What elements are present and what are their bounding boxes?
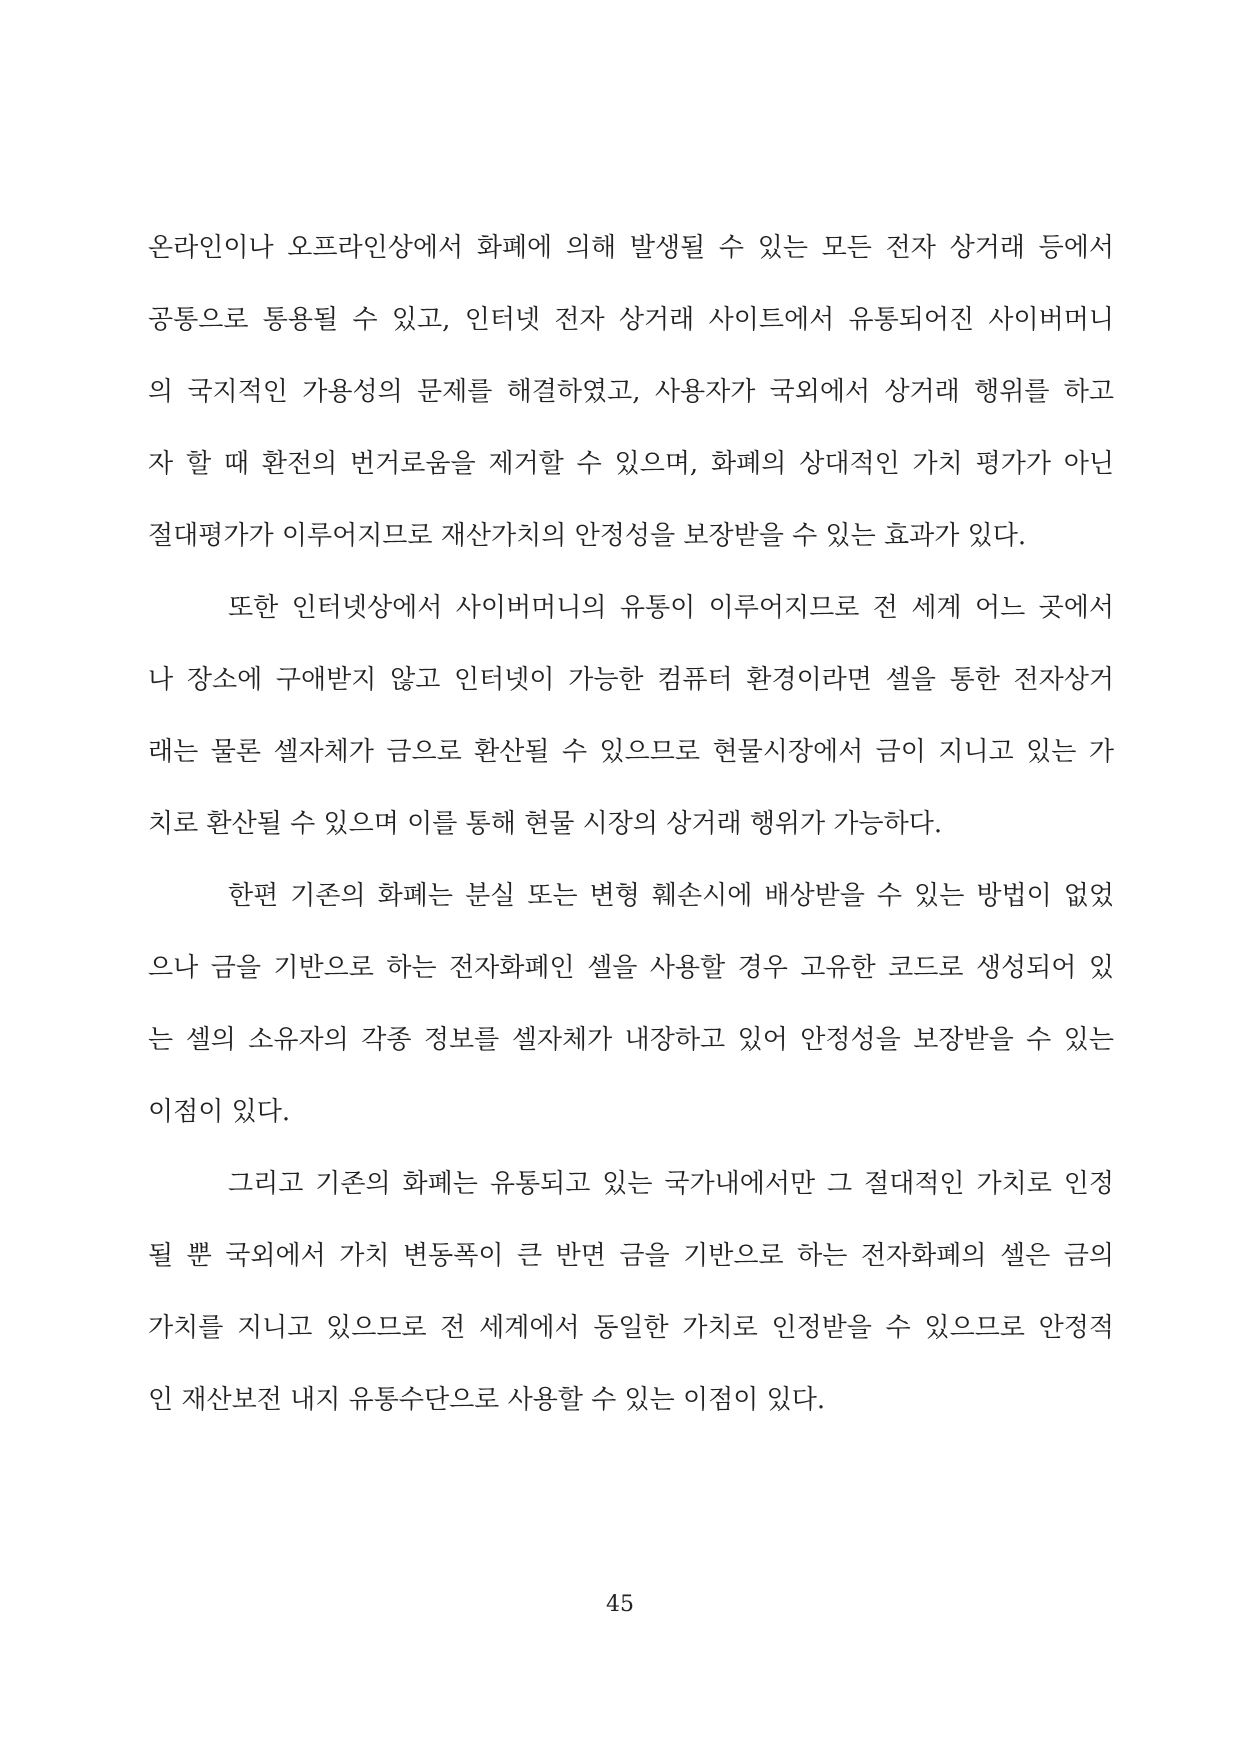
text-line: 가치를 지니고 있으므로 전 세계에서 동일한 가치로 인정받을 수 있으므로 안정적 bbox=[148, 1313, 1114, 1343]
text-line: 는 셀의 소유자의 각종 정보를 셀자체가 내장하고 있어 안정성을 보장받을 수 있는 bbox=[148, 1025, 1114, 1055]
text-line: 절대평가가 이루어지므로 재산가치의 안정성을 보장받을 수 있는 효과가 있다. bbox=[148, 521, 1027, 551]
text-line: 나 장소에 구애받지 않고 인터넷이 가능한 컴퓨터 환경이라면 셀을 통한 전자상거 bbox=[148, 665, 1114, 695]
text-line: 의 국지적인 가용성의 문제를 해결하였고, 사용자가 국외에서 상거래 행위를 하고 bbox=[148, 377, 1114, 407]
text-line: 래는 물론 셀자체가 금으로 환산될 수 있으므로 현물시장에서 금이 지니고 있는 가 bbox=[148, 737, 1114, 767]
body-text bbox=[148, 226, 1114, 1450]
text-line: 자 할 때 환전의 번거로움을 제거할 수 있으며, 화폐의 상대적인 가치 평가가 아닌 bbox=[148, 449, 1114, 479]
text-line: 공통으로 통용될 수 있고, 인터넷 전자 상거래 사이트에서 유통되어진 사이버머니 bbox=[148, 305, 1114, 335]
text-line: 온라인이나 오프라인상에서 화폐에 의해 발생될 수 있는 모든 전자 상거래 등에서 bbox=[148, 233, 1114, 263]
text-line: 으나 금을 기반으로 하는 전자화폐인 셀을 사용할 경우 고유한 코드로 생성되어 있 bbox=[148, 953, 1114, 983]
text-line: 또한 인터넷상에서 사이버머니의 유통이 이루어지므로 전 세계 어느 곳에서 bbox=[228, 593, 1114, 623]
text-line: 이점이 있다. bbox=[148, 1097, 291, 1127]
text-line: 인 재산보전 내지 유통수단으로 사용할 수 있는 이점이 있다. bbox=[148, 1385, 826, 1415]
page-number: 45 bbox=[606, 1592, 634, 1617]
text-line: 될 뿐 국외에서 가치 변동폭이 큰 반면 금을 기반으로 하는 전자화폐의 셀은 금의 bbox=[148, 1241, 1114, 1271]
text-line: 그리고 기존의 화폐는 유통되고 있는 국가내에서만 그 절대적인 가치로 인정 bbox=[228, 1169, 1114, 1199]
text-line: 한편 기존의 화폐는 분실 또는 변형 훼손시에 배상받을 수 있는 방법이 없었 bbox=[228, 881, 1114, 911]
text-line: 치로 환산될 수 있으며 이를 통해 현물 시장의 상거래 행위가 가능하다. bbox=[148, 809, 943, 839]
